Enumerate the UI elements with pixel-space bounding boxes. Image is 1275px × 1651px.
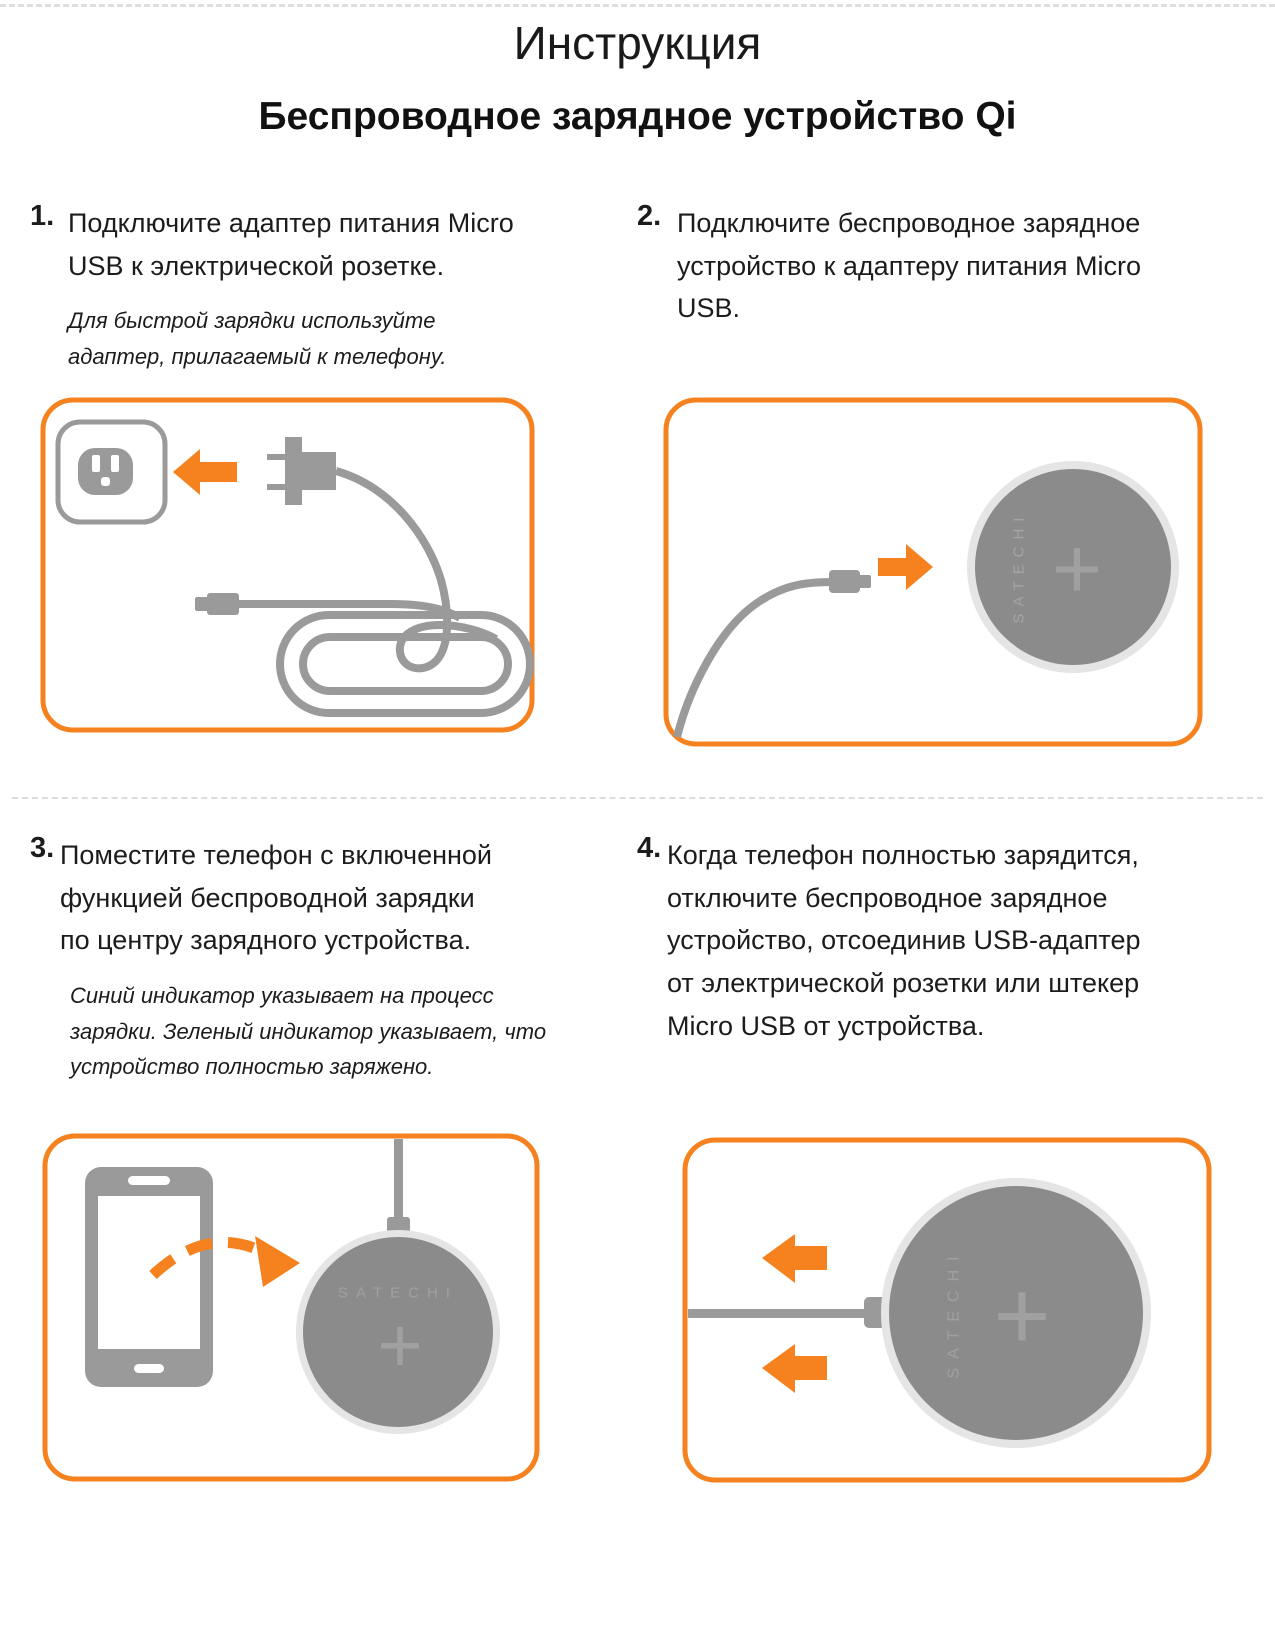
charging-pad-icon [967, 461, 1179, 673]
figure-step-1 [40, 397, 535, 738]
step-2-text: Подключите беспроводное зарядное устройство к адаптеру питания Micro USB. [677, 208, 1142, 324]
step-3-text: Поместите телефон с включенной функцией беспроводной зарядки по центру зарядного устройства. [60, 840, 492, 956]
step-1-text: Подключите адаптер питания Micro USB к электрической розетке. [68, 208, 514, 281]
step-3 [30, 834, 610, 1085]
step-3-note: Синий индикатор указывает на процесс зарядки. Зеленый индикатор указывает, что устройство полностью заряжено. [70, 982, 547, 1080]
figure-step-2 [663, 397, 1203, 752]
perforation-dashed-line [0, 4, 1275, 7]
step-1-number: 1. [30, 200, 55, 232]
step-1 [30, 202, 590, 375]
step-2-number: 2. [637, 200, 662, 232]
step-4-text: Когда телефон полностью зарядится, отключите беспроводное зарядное устройство, отсоединив USB-адаптер от электрической розетки или штекер Micro USB от устройства. [667, 840, 1141, 1041]
plus-icon: + [1051, 521, 1103, 617]
figure-step-4 [682, 1137, 1212, 1488]
page-subtitle: Беспроводное зарядное устройство Qi [258, 95, 1017, 138]
section-divider-dashed-line [12, 797, 1263, 799]
step-4 [637, 834, 1247, 1047]
step-3-number: 3. [30, 832, 55, 864]
phone-icon [85, 1167, 213, 1387]
step-2 [637, 202, 1247, 330]
charging-pad-icon [881, 1178, 1151, 1448]
brand-text: SATECHI [1010, 510, 1028, 624]
brand-text: SATECHI [338, 1284, 458, 1302]
charging-pad-icon [296, 1230, 500, 1434]
figure-step-3 [42, 1133, 540, 1487]
brand-text: SATECHI [945, 1247, 963, 1379]
step-4-number: 4. [637, 832, 662, 864]
adapter-outlet-illustration [40, 397, 535, 733]
plus-icon: + [377, 1301, 423, 1389]
page-title: Инструкция [513, 17, 762, 69]
phone-pad-illustration [42, 1133, 540, 1482]
plus-icon: + [993, 1260, 1051, 1370]
step-1-note: Для быстрой зарядки используйте адаптер, прилагаемый к телефону. [68, 308, 447, 369]
cable-icon [688, 1309, 868, 1318]
unplug-pad-illustration [682, 1137, 1212, 1483]
cable-pad-illustration [663, 397, 1203, 747]
